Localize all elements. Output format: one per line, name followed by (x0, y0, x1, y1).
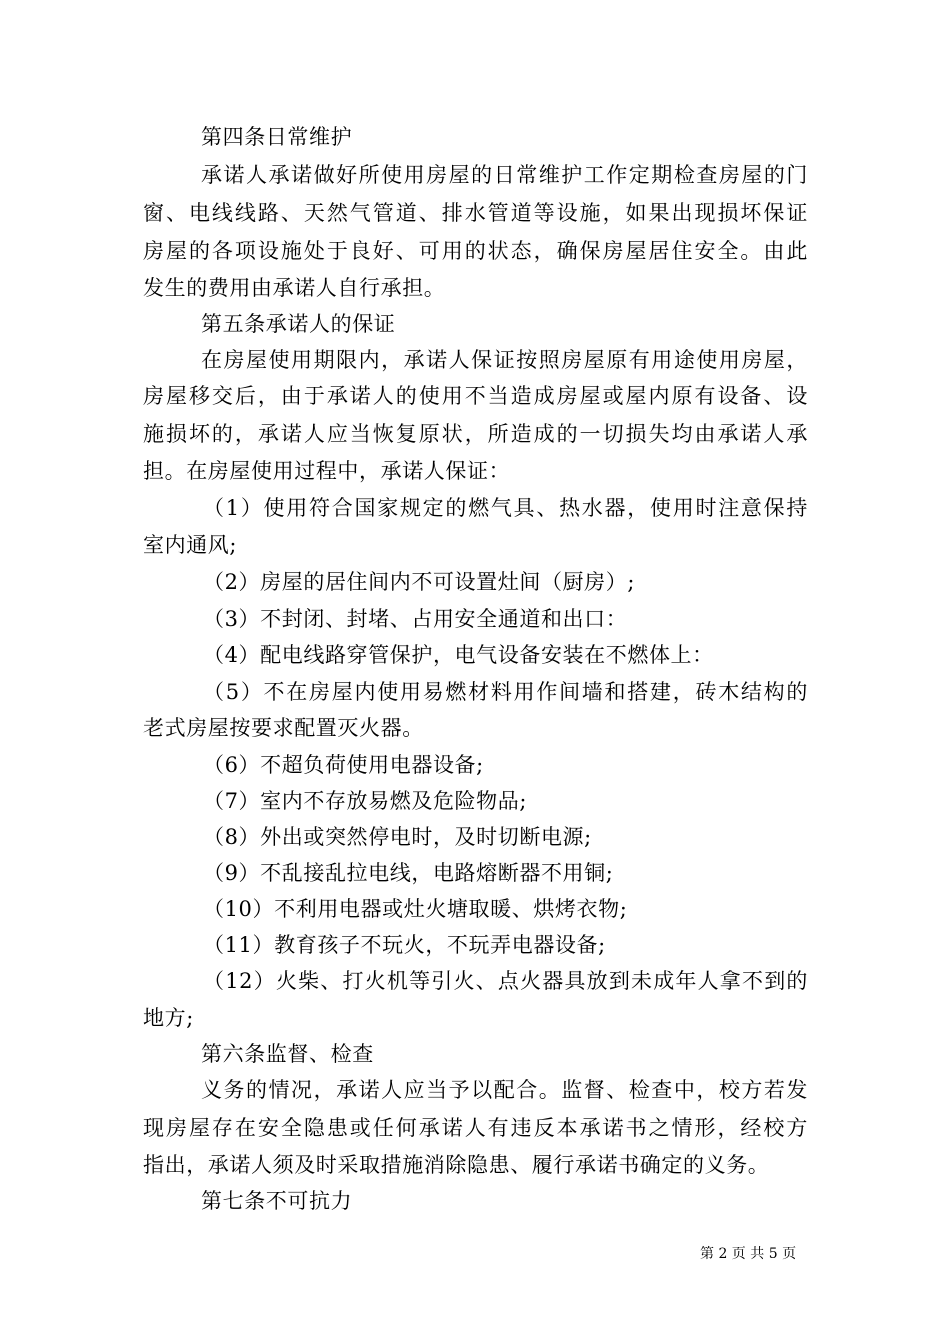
heading-article-7: 第七条不可抗力 (201, 1189, 353, 1213)
paragraph-line: 担。在房屋使用过程中，承诺人保证： (143, 459, 511, 483)
heading-article-5: 第五条承诺人的保证 (201, 312, 396, 336)
paragraph-line: 现房屋存在安全隐患或任何承诺人有违反本承诺书之情形，经校方 (143, 1116, 808, 1140)
list-item: （7）室内不存放易燃及危险物品; (203, 789, 528, 813)
list-item: （5）不在房屋内使用易燃材料用作间墙和搭建，砖木结构的 (203, 680, 808, 704)
list-item: （6）不超负荷使用电器设备; (203, 753, 484, 777)
paragraph-line: 在房屋使用期限内，承诺人保证按照房屋原有用途使用房屋， (201, 348, 808, 372)
paragraph-line: 指出，承诺人须及时采取措施消除隐患、履行承诺书确定的义务。 (143, 1153, 770, 1177)
list-item: （12）火柴、打火机等引火、点火器具放到未成年人拿不到的 (203, 969, 808, 993)
list-item: （8）外出或突然停电时，及时切断电源; (203, 825, 592, 849)
list-item: （3）不封闭、封堵、占用安全通道和出口： (203, 607, 628, 631)
list-item-continuation: 地方; (143, 1006, 194, 1030)
paragraph-line: 义务的情况，承诺人应当予以配合。监督、检查中，校方若发 (201, 1078, 808, 1102)
list-item-continuation: 老式房屋按要求配置灭火器。 (143, 716, 424, 740)
paragraph-line: 发生的费用由承诺人自行承担。 (143, 276, 446, 300)
list-item: （4）配电线路穿管保护，电气设备安装在不燃体上： (203, 643, 714, 667)
paragraph-line: 窗、电线线路、天然气管道、排水管道等设施，如果出现损坏保证 (143, 201, 808, 225)
paragraph-line: 房屋移交后，由于承诺人的使用不当造成房屋或屋内原有设备、设 (143, 384, 808, 408)
paragraph-line: 施损坏的，承诺人应当恢复原状，所造成的一切损失均由承诺人承 (143, 422, 808, 446)
heading-article-6: 第六条监督、检查 (201, 1042, 374, 1066)
paragraph-line: 房屋的各项设施处于良好、可用的状态，确保房屋居住安全。由此 (143, 239, 808, 263)
page-number-footer: 第 2 页 共 5 页 (700, 1246, 797, 1262)
list-item-continuation: 室内通风; (143, 533, 238, 557)
list-item: （2）房屋的居住间内不可设置灶间（厨房）; (203, 570, 636, 594)
paragraph-line: 承诺人承诺做好所使用房屋的日常维护工作定期检查房屋的门 (201, 163, 808, 187)
list-item: （10）不利用电器或灶火塘取暖、烘烤衣物; (203, 897, 628, 921)
heading-article-4: 第四条日常维护 (201, 125, 353, 149)
list-item: （9）不乱接乱拉电线，电路熔断器不用铜; (203, 861, 614, 885)
list-item: （11）教育孩子不玩火，不玩弄电器设备; (203, 933, 606, 957)
list-item: （1）使用符合国家规定的燃气具、热水器，使用时注意保持 (203, 496, 808, 520)
